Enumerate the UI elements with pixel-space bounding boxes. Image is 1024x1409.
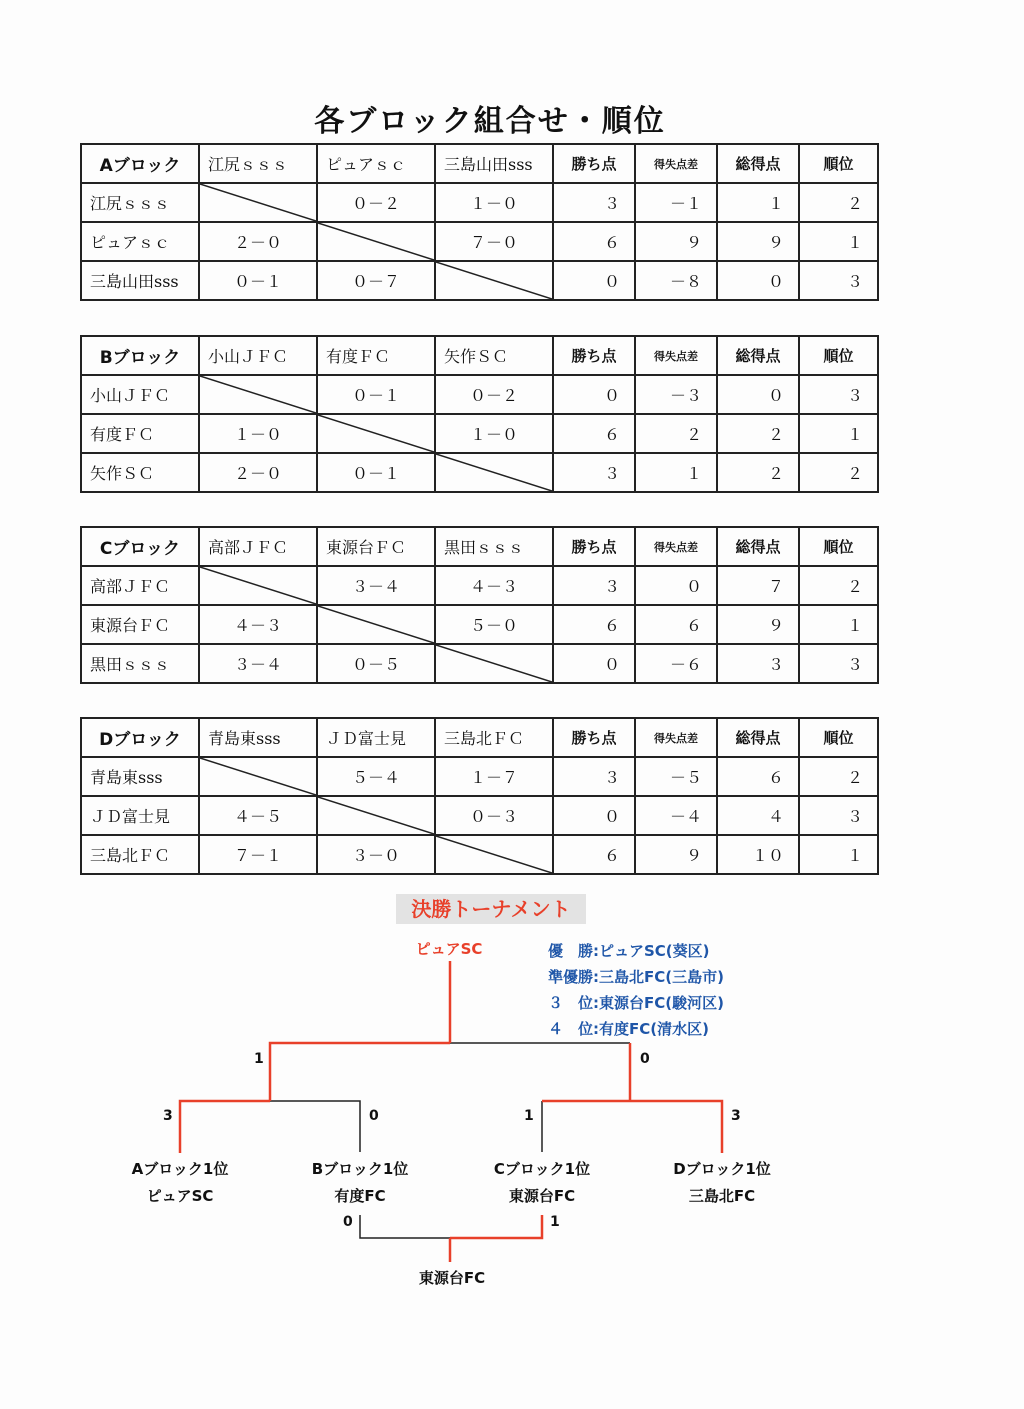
entrant-d-team: 三島北FC	[688, 1187, 756, 1205]
total-goals: ０	[717, 375, 799, 414]
row-team-name: 三島北ＦＣ	[81, 835, 199, 874]
stat-header: 総得点	[717, 336, 799, 375]
block-name: Cブロック	[81, 527, 199, 566]
row-team-name: 高部ＪＦＣ	[81, 566, 199, 605]
match-score: １－０	[435, 183, 553, 222]
goal-difference: ９	[635, 835, 717, 874]
match-score: ２－０	[199, 222, 317, 261]
bracket-line-third-b	[360, 1215, 450, 1238]
match-score: ０－２	[317, 183, 435, 222]
match-score: ３－４	[199, 644, 317, 683]
row-team-name: 矢作ＳＣ	[81, 453, 199, 492]
semi-score-a: 3	[163, 1108, 173, 1124]
points: ６	[553, 414, 635, 453]
match-score: ７－１	[199, 835, 317, 874]
champion-name: ピュアSC	[415, 940, 483, 958]
third-place-winner: 東源台FC	[418, 1269, 486, 1287]
stat-header: 勝ち点	[553, 336, 635, 375]
result-fourth: ４ 位:有度FC(清水区)	[548, 1020, 709, 1038]
column-team-name: ピュアｓｃ	[317, 144, 435, 183]
entrant-d-slot: Dブロック1位	[673, 1160, 771, 1178]
points: ０	[553, 644, 635, 683]
result-champion: 優 勝:ピュアSC(葵区)	[548, 942, 710, 960]
total-goals: ７	[717, 566, 799, 605]
semi-score-c: 1	[524, 1108, 534, 1124]
column-team-name: 三島山田sss	[435, 144, 553, 183]
rank: １	[799, 414, 878, 453]
entrant-b	[285, 1156, 435, 1210]
bracket-line-third-c	[450, 1215, 542, 1262]
goal-difference: －１	[635, 183, 717, 222]
total-goals: ０	[717, 261, 799, 300]
column-team-name: 三島北ＦＣ	[435, 718, 553, 757]
stat-header: 勝ち点	[553, 144, 635, 183]
rank: ２	[799, 183, 878, 222]
match-score: ０－１	[317, 453, 435, 492]
stat-header: 得失点差	[635, 144, 717, 183]
rank: １	[799, 835, 878, 874]
goal-difference: －４	[635, 796, 717, 835]
block-name: Bブロック	[81, 336, 199, 375]
tournament-title: 決勝トーナメント	[396, 894, 586, 924]
match-score: １－７	[435, 757, 553, 796]
bracket-line-a	[180, 1101, 270, 1153]
result-third: ３ 位:東源台FC(駿河区)	[548, 994, 724, 1012]
column-team-name: 青島東sss	[199, 718, 317, 757]
final-score-right: 0	[640, 1051, 650, 1067]
entrant-b-team: 有度FC	[334, 1187, 386, 1205]
row-team-name: ピュアｓｃ	[81, 222, 199, 261]
goal-difference: －５	[635, 757, 717, 796]
bracket-line-d	[542, 1043, 722, 1153]
third-score-b: 0	[343, 1214, 353, 1230]
stat-header: 勝ち点	[553, 718, 635, 757]
column-team-name: 江尻ｓｓｓ	[199, 144, 317, 183]
points: ６	[553, 835, 635, 874]
total-goals: ６	[717, 757, 799, 796]
stat-header: 順位	[799, 527, 878, 566]
stat-header: 順位	[799, 144, 878, 183]
total-goals: ３	[717, 644, 799, 683]
entrant-d	[647, 1156, 797, 1210]
total-goals: １０	[717, 835, 799, 874]
rank: ３	[799, 375, 878, 414]
points: ３	[553, 453, 635, 492]
total-goals: ２	[717, 453, 799, 492]
row-team-name: 有度ＦＣ	[81, 414, 199, 453]
column-team-name: 有度ＦＣ	[317, 336, 435, 375]
goal-difference: －８	[635, 261, 717, 300]
column-team-name: 小山ＪＦＣ	[199, 336, 317, 375]
row-team-name: 江尻ｓｓｓ	[81, 183, 199, 222]
column-team-name: ＪＤ富士見	[317, 718, 435, 757]
total-goals: ２	[717, 414, 799, 453]
row-team-name: 青島東sss	[81, 757, 199, 796]
goal-difference: ６	[635, 605, 717, 644]
entrant-a	[105, 1156, 255, 1210]
points: ３	[553, 757, 635, 796]
total-goals: １	[717, 183, 799, 222]
match-score: ５－４	[317, 757, 435, 796]
rank: １	[799, 222, 878, 261]
rank: ３	[799, 796, 878, 835]
points: ３	[553, 566, 635, 605]
match-score: ０－１	[317, 375, 435, 414]
match-score: ０－５	[317, 644, 435, 683]
third-score-c: 1	[550, 1214, 560, 1230]
entrant-c-slot: Cブロック1位	[493, 1160, 591, 1178]
column-team-name: 黒田ｓｓｓ	[435, 527, 553, 566]
points: ０	[553, 261, 635, 300]
row-team-name: 小山ＪＦＣ	[81, 375, 199, 414]
rank: １	[799, 605, 878, 644]
goal-difference: ２	[635, 414, 717, 453]
rank: ３	[799, 644, 878, 683]
total-goals: ９	[717, 605, 799, 644]
page-title: 各ブロック組合せ・順位	[314, 104, 666, 139]
column-team-name: 東源台ＦＣ	[317, 527, 435, 566]
stat-header: 勝ち点	[553, 527, 635, 566]
stat-header: 得失点差	[635, 336, 717, 375]
match-score: ０－７	[317, 261, 435, 300]
stat-header: 順位	[799, 718, 878, 757]
row-team-name: 三島山田sss	[81, 261, 199, 300]
block-name: Aブロック	[81, 144, 199, 183]
total-goals: ９	[717, 222, 799, 261]
points: ３	[553, 183, 635, 222]
match-score: ０－１	[199, 261, 317, 300]
match-score: ３－４	[317, 566, 435, 605]
column-team-name: 高部ＪＦＣ	[199, 527, 317, 566]
row-team-name: 黒田ｓｓｓ	[81, 644, 199, 683]
result-runner-up: 準優勝:三島北FC(三島市)	[548, 968, 724, 986]
goal-difference: ０	[635, 566, 717, 605]
bracket-line-b	[270, 1101, 360, 1152]
stat-header: 得失点差	[635, 527, 717, 566]
semi-score-d: 3	[731, 1108, 741, 1124]
rank: ２	[799, 757, 878, 796]
entrant-c-team: 東源台FC	[508, 1187, 576, 1205]
stat-header: 総得点	[717, 527, 799, 566]
rank: ２	[799, 566, 878, 605]
match-score: ４－３	[435, 566, 553, 605]
match-score: ４－５	[199, 796, 317, 835]
entrant-a-slot: Aブロック1位	[131, 1160, 229, 1178]
match-score: １－０	[435, 414, 553, 453]
row-team-name: ＪＤ富士見	[81, 796, 199, 835]
goal-difference: －３	[635, 375, 717, 414]
rank: ２	[799, 453, 878, 492]
match-score: ２－０	[199, 453, 317, 492]
stat-header: 総得点	[717, 144, 799, 183]
semi-score-b: 0	[369, 1108, 379, 1124]
entrant-a-team: ピュアSC	[146, 1187, 214, 1205]
points: ６	[553, 222, 635, 261]
match-score: ７－０	[435, 222, 553, 261]
goal-difference: －６	[635, 644, 717, 683]
match-score: １－０	[199, 414, 317, 453]
stat-header: 総得点	[717, 718, 799, 757]
match-score: ４－３	[199, 605, 317, 644]
block-name: Dブロック	[81, 718, 199, 757]
rank: ３	[799, 261, 878, 300]
stat-header: 得失点差	[635, 718, 717, 757]
final-score-left: 1	[254, 1051, 264, 1067]
total-goals: ４	[717, 796, 799, 835]
entrant-b-slot: Bブロック1位	[311, 1160, 409, 1178]
match-score: ０－３	[435, 796, 553, 835]
points: ０	[553, 796, 635, 835]
match-score: ５－０	[435, 605, 553, 644]
bracket-line-final-left	[270, 1043, 450, 1101]
column-team-name: 矢作ＳＣ	[435, 336, 553, 375]
points: ６	[553, 605, 635, 644]
goal-difference: ９	[635, 222, 717, 261]
row-team-name: 東源台ＦＣ	[81, 605, 199, 644]
match-score: ０－２	[435, 375, 553, 414]
points: ０	[553, 375, 635, 414]
stat-header: 順位	[799, 336, 878, 375]
entrant-c	[467, 1156, 617, 1210]
goal-difference: １	[635, 453, 717, 492]
match-score: ３－０	[317, 835, 435, 874]
